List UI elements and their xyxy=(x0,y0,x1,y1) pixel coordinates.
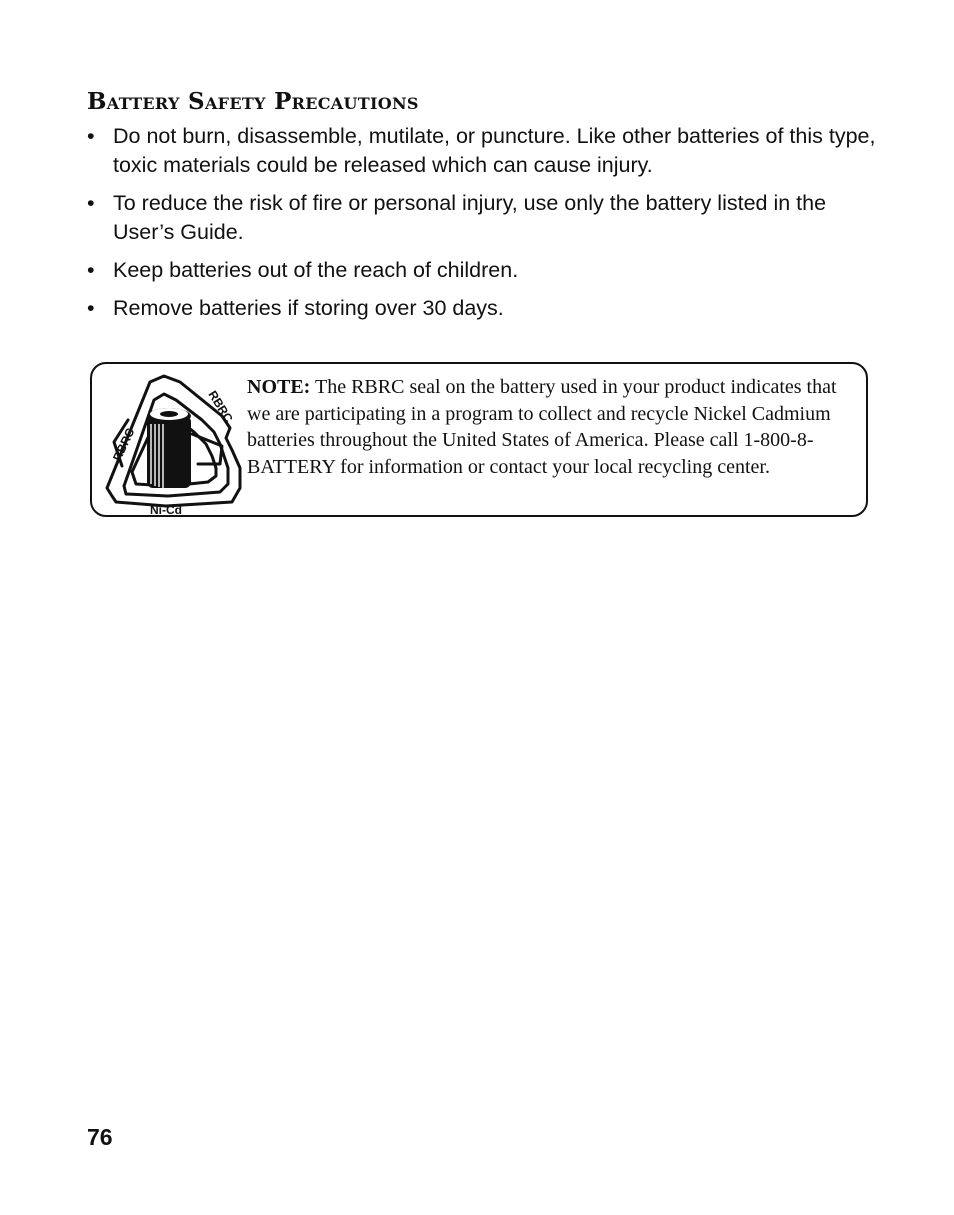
list-item xyxy=(87,189,877,247)
seal-left-label: RBRC xyxy=(110,425,138,464)
rbrc-recycling-seal-icon xyxy=(102,372,244,516)
precautions-list xyxy=(87,122,877,332)
note-body: The RBRC seal on the battery used in your product indicates that we are participating in a program to collect and recycle Nickel Cadmium batteries throughout the United States of America. Please call 1-800-8-BATTERY for information or contact your local recycling center. xyxy=(247,376,837,478)
list-item-text: Remove batteries if storing over 30 days. xyxy=(113,296,504,320)
note-label: NOTE: xyxy=(247,376,311,398)
note-text xyxy=(247,374,859,480)
section-heading: Battery Safety Precautions xyxy=(87,88,419,115)
page-number: 76 xyxy=(87,1124,113,1150)
seal-bottom-label: Ni-Cd xyxy=(150,503,182,516)
list-item-text: Do not burn, disassemble, mutilate, or puncture. Like other batteries of this type, toxic materials could be released which can cause injury. xyxy=(113,124,876,177)
bullet-icon: • xyxy=(87,296,95,320)
seal-right-label: RBRC xyxy=(205,388,236,425)
list-item-text: To reduce the risk of fire or personal injury, use only the battery listed in the User’s Guide. xyxy=(113,191,827,244)
list-item xyxy=(87,122,877,180)
bullet-icon: • xyxy=(87,191,95,215)
note-box xyxy=(90,362,868,517)
list-item-text: Keep batteries out of the reach of children. xyxy=(113,258,519,282)
bullet-icon: • xyxy=(87,258,95,282)
list-item xyxy=(87,256,877,285)
bullet-icon: • xyxy=(87,124,95,148)
list-item xyxy=(87,294,877,323)
